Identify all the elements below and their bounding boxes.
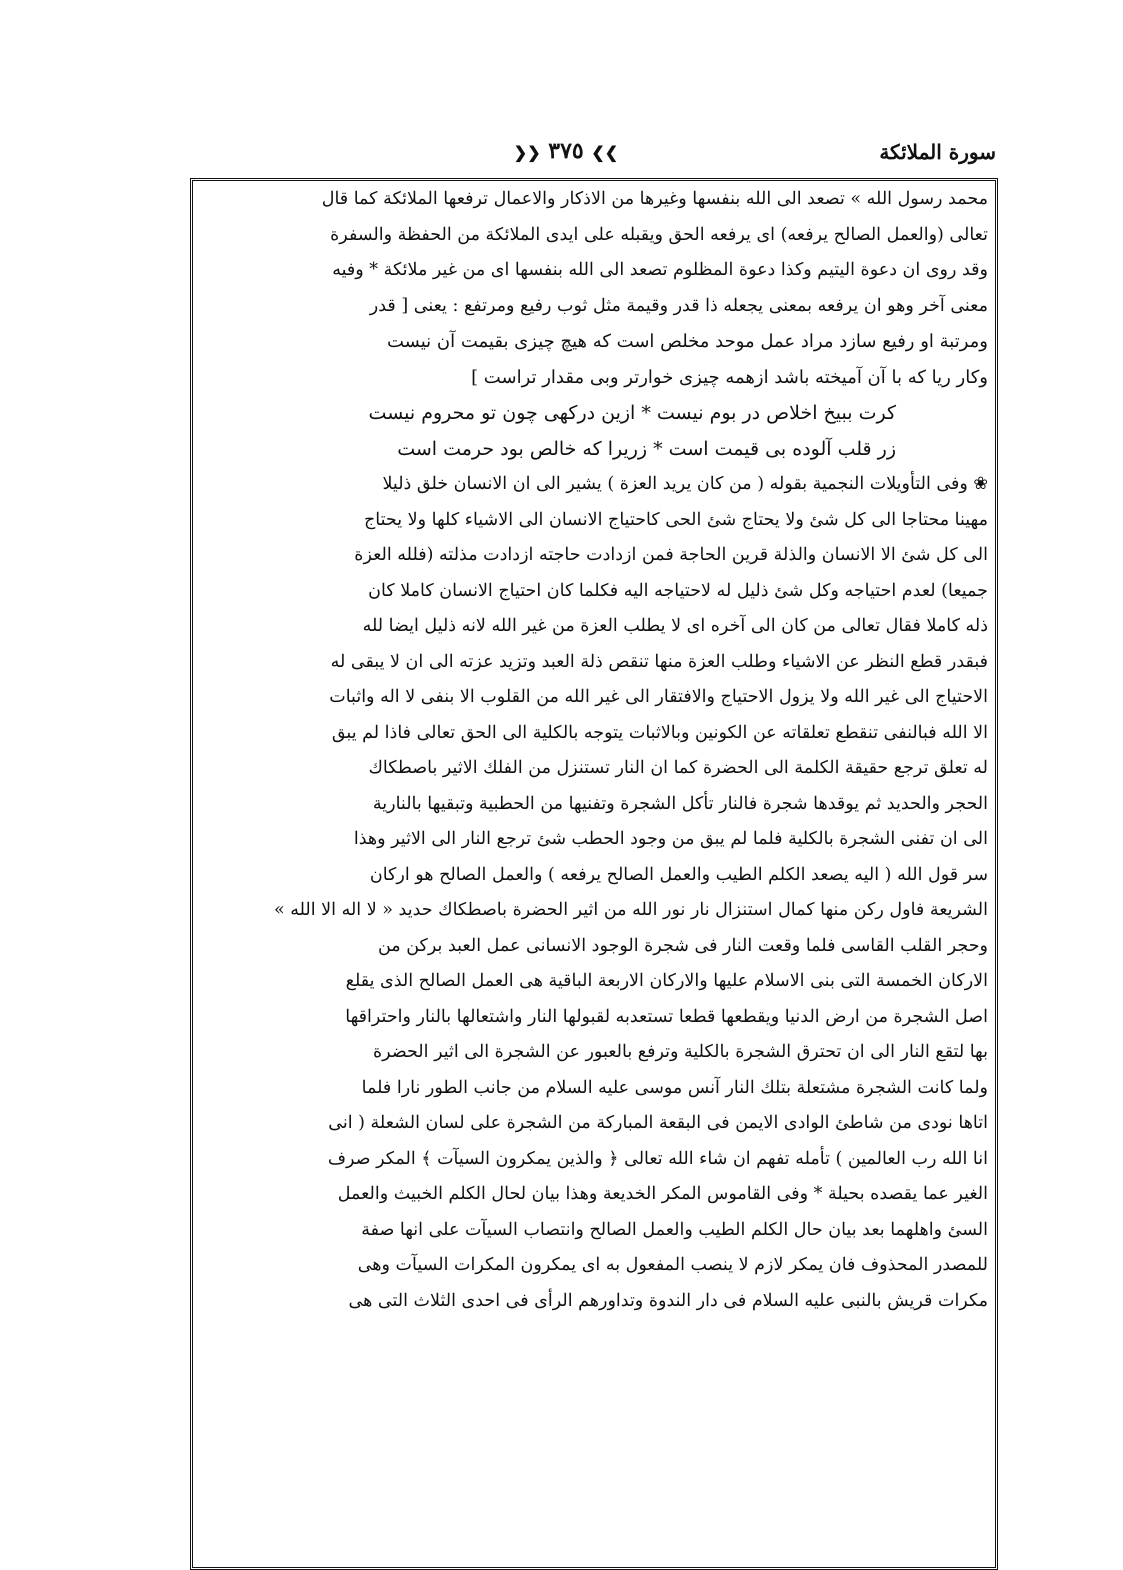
verse-line: زر قلب آلوده بى قيمت است * زريرا كه خالص بود حرمت است	[397, 438, 896, 460]
ornament-left-icon: ❯❯	[513, 142, 541, 162]
text-line: فبقدر قطع النظر عن الاشياء وطلب العزة منها تنقص ذلة العبد وتزيد عزته الى ان لا يبقى له	[330, 651, 988, 672]
text-line: الغير عما يقصده بحيلة * وفى القاموس المكر الخديعة وهذا بيان لحال الكلم الخبيث والعمل	[337, 1184, 988, 1204]
text-line: الشريعة فاول ركن منها كمال استنزال نار نور الله من اثير الحضرة باصطكاك حديد « لا اله الا الله »	[273, 900, 988, 920]
text-line: مهينا محتاجا الى كل شئ ولا يحتاج شئ الحى كاحتياج الانسان الى الاشياء كلها ولا يحتاج	[364, 509, 988, 530]
text-line: ❀ وفى التأويلات النجمية بقوله ( من كان يريد العزة ) يشير الى ان الانسان خلق ذليلا	[382, 474, 988, 494]
page-number: ٣٧٥	[548, 138, 584, 164]
page-number-block	[496, 138, 636, 164]
text-line: الاركان الخمسة التى بنى الاسلام عليها والاركان الاربعة الباقية هى العمل الصالح الذى يقلع	[345, 971, 988, 991]
text-line: ومرتبة او رفيع سازد مراد عمل موحد مخلص است كه هيچ چيزى بقيمت آن نيست	[386, 331, 988, 352]
text-line: تعالى (والعمل الصالح يرفعه) اى يرفعه الحق ويقبله على ايدى الملائكة من الحفظة والسفرة	[330, 224, 988, 245]
verse-line: كرت ببيخ اخلاص در بوم نيست * ازين دركهى چون تو محروم نيست	[368, 402, 896, 424]
text-line: الاحتياج الى غير الله ولا يزول الاحتياج والافتقار الى غير الله من القلوب الا بنفى لا اله واثبات	[329, 687, 988, 707]
text-line: معنى آخر وهو ان يرفعه بمعنى يجعله ذا قدر وقيمة مثل ثوب رفيع ومرتفع : يعنى [ قدر	[369, 295, 988, 316]
text-line: وكار ريا كه با آن آميخته باشد ازهمه چيزى خوارتر وبى مقدار تراست ]	[471, 366, 988, 388]
text-line: وقد روى ان دعوة اليتيم وكذا دعوة المظلوم تصعد الى الله بنفسها اى من غير ملائكة * وفيه	[332, 260, 988, 280]
text-line: الى ان تفنى الشجرة بالكلية فلما لم يبق من وجود الحطب شئ ترجع النار الى الاثير وهذا	[353, 829, 988, 849]
text-line: انا الله رب العالمين ) تأمله تفهم ان شاء الله تعالى ﴿ والذين يمكرون السيآت ﴾ المكر صرف	[327, 1148, 988, 1169]
text-line: وحجر القلب القاسى فلما وقعت النار فى شجرة الوجود الانسانى عمل العبد بركن من	[377, 935, 988, 956]
text-line: محمد رسول الله » تصعد الى الله بنفسها وغيرها من الاذكار والاعمال ترفعها الملائكة كما قال	[321, 189, 988, 209]
text-line: الى كل شئ الا الانسان والذلة قرين الحاجة فمن ازدادت حاجته ازدادت مذلته (فلله العزة	[354, 545, 988, 565]
ornament-right-icon: ❮❮	[591, 142, 619, 162]
text-line: جميعا) لعدم احتياجه وكل شئ ذليل له لاحتياجه اليه فكلما كان احتياج الانسان كاملا كان	[368, 580, 988, 601]
text-line: سر قول الله ( اليه يصعد الكلم الطيب والعمل الصالح يرفعه ) والعمل الصالح هو اركان	[369, 864, 988, 885]
text-line: ذله كاملا فقال تعالى من كان الى آخره اى لا يطلب العزة من غير الله لانه ذليل ايضا لله	[362, 616, 988, 636]
text-line: ولما كانت الشجرة مشتعلة بتلك النار آنس موسى عليه السلام من جانب الطور نارا فلما	[361, 1077, 988, 1098]
text-line: الا الله فبالنفى تنقطع تعلقاته عن الكونين وبالاثبات يتوجه بالكلية الى الحق تعالى فاذا لم يبق	[331, 722, 988, 743]
text-line: اتاها نودى من شاطئ الوادى الايمن فى البقعة المباركة من الشجرة على لسان الشعلة ( انى	[328, 1113, 988, 1133]
text-line: مكرات قريش بالنبى عليه السلام فى دار الندوة وتداورهم الرأى فى احدى الثلاث التى هى	[348, 1290, 988, 1311]
text-line: الحجر والحديد ثم يوقدها شجرة فالنار تأكل الشجرة وتفنيها من الحطبية وتبقيها بالنارية	[372, 793, 988, 814]
verse-block	[200, 395, 988, 467]
text-line: بها لتقع النار الى ان تحترق الشجرة بالكلية وترفع بالعبور عن الشجرة الى اثير الحضرة	[373, 1042, 988, 1062]
text-line: له تعلق ترجع حقيقة الكلمة الى الحضرة كما ان النار تستنزل من الفلك الاثير باصطكاك	[368, 758, 988, 778]
page-body	[200, 182, 988, 1319]
page-header	[186, 138, 996, 174]
text-line: السئ واهلهما بعد بيان حال الكلم الطيب والعمل الصالح وانتصاب السيآت على انها صفة	[361, 1219, 988, 1240]
text-line: للمصدر المحذوف فان يمكر لازم لا ينصب المفعول به اى يمكرون المكرات السيآت وهى	[357, 1255, 988, 1275]
surah-name: سورة الملائكة	[879, 140, 996, 164]
text-line: اصل الشجرة من ارض الدنيا ويقطعها قطعا تستعدبه لقبولها النار واشتعالها بالنار واحتراقها	[345, 1006, 988, 1027]
